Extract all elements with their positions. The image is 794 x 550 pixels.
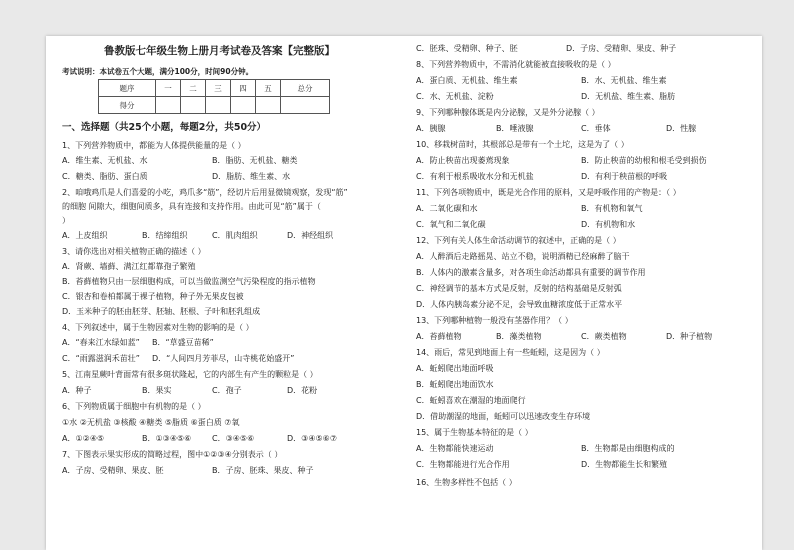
option: A．人醉酒后走路摇晃、站立不稳，说明酒精已经麻醉了脑干 [416,252,630,261]
option: C．生物都能进行光合作用 [416,460,510,469]
question-8: 8、下列营养物质中，不需消化就能被直接吸收的是（ ） [416,60,616,69]
question-10: 10、移栽树苗时，其根部总是带有一个土坨，这是为了（ ） [416,140,629,149]
option: B．蚯蚓爬出地面饮水 [416,380,494,389]
page-title: 鲁教版七年级生物上册月考试卷及答案【完整版】 [104,45,335,57]
option: D．性腺 [666,124,697,133]
option: C．蚯蚓喜欢在潮湿的地面爬行 [416,396,526,405]
exam-page [46,36,762,550]
option: B．人体内的激素含量多，对各项生命活动都具有重要的调节作用 [416,268,646,277]
option: B．有机物和氧气 [581,204,643,213]
score-cell[interactable] [206,97,231,114]
score-cell[interactable] [156,97,181,114]
option: A．二氧化碳和水 [416,204,478,213]
option: D．人体内胰岛素分泌不足，会导致血糖浓度低于正常水平 [416,300,623,309]
option: C．孢子 [212,386,242,395]
option: A．苔藓植物 [416,332,462,341]
score-table [98,79,330,114]
option: D．③④⑤⑥⑦ [287,434,338,443]
score-header-cell: 题序 [99,80,156,97]
question-15: 15、属于生物基本特征的是（ ） [416,428,533,437]
option: B．结缔组织 [142,231,188,240]
option: D．无机盐、维生素、脂肪 [581,92,676,101]
option: C．垂体 [581,124,611,133]
question-9: 9、下列哪种腺体既是内分泌腺，又是外分泌腺（ ） [416,108,600,117]
score-cell[interactable] [231,97,256,114]
score-cell[interactable] [256,97,281,114]
score-cell[interactable] [181,97,206,114]
option: C．有利于根系吸收水分和无机盐 [416,172,534,181]
question-1: 1、下列营养物质中，都能为人体提供能量的是（ ） [62,141,246,150]
question-2-cont: 的细胞 间隙大，细胞间质多，具有连接和支持作用。由此可见“筋”属于（ [62,202,321,211]
option: C．蕨类植物 [581,332,627,341]
question-5: 5、江南星蕨叶背面常有很多斑状隆起，它的内部生有产生的颗粒是（ ） [62,370,318,379]
option: B．“草盛豆苗稀” [152,338,214,347]
question-2: 2、咱哦鸡爪是人们喜爱的小吃，鸡爪多“筋”，经切片后用显微镜观察，发现“筋” [62,188,348,197]
score-header-cell: 一 [156,80,181,97]
score-header-cell: 五 [256,80,281,97]
option: D．有利于秧苗根的呼吸 [581,172,668,181]
question-16: 16、生物多样性不包括（ ） [416,478,517,487]
score-cell[interactable] [281,97,330,114]
option: A．种子 [62,386,92,395]
option: A．蚯蚓爬出地面呼吸 [416,364,494,373]
option: A．“春来江水绿如蓝” [62,338,140,347]
option: B．脂肪、无机盐、糖类 [212,156,298,165]
question-14: 14、雨后，常见到地面上有一些蚯蚓，这是因为（ ） [416,348,605,357]
section-heading: 一、选择题（共25个小题，每题2分，共50分） [62,122,267,133]
option: C．氧气和二氧化碳 [416,220,486,229]
option: C．肌肉组织 [212,231,258,240]
option: B．①③④⑤⑥ [142,434,192,443]
score-row-label: 得分 [99,97,156,114]
option: A．生物都能快速运动 [416,444,494,453]
option: D．借助潮湿的地面，蚯蚓可以迅速改变生存环境 [416,412,591,421]
option: C．银杏和卷柏都属于裸子植物，种子外无果皮包被 [62,292,244,301]
question-6: 6、下列物质属于细胞中有机物的是（ ） [62,402,206,411]
option: D．玉米种子的胚由胚芽、胚轴、胚根、子叶和胚乳组成 [62,307,261,316]
option: D．花粉 [287,386,318,395]
option: A．胰腺 [416,124,446,133]
option: B．果实 [142,386,172,395]
question-12: 12、下列有关人体生命活动调节的叙述中，正确的是（ ） [416,236,621,245]
option: A．防止秧苗出现萎蔫现象 [416,156,510,165]
score-table-header-row [99,80,330,97]
option: B．唾液腺 [496,124,534,133]
question-6-items: ①水 ②无机盐 ③核酸 ④糖类 ⑤脂质 ⑥蛋白质 ⑦氧 [62,418,240,427]
option: C．③④⑤⑥ [212,434,255,443]
option: B．水、无机盐、维生素 [581,76,667,85]
option: C．糖类、脂肪、蛋白质 [62,172,148,181]
question-7: 7、下图表示果实形成的简略过程，图中①②③④分别表示（ ） [62,450,283,459]
option: D．子房、受精卵、果皮、种子 [566,44,677,53]
question-3: 3、请你选出对相关植物正确的描述（ ） [62,247,206,256]
option: A．上皮组织 [62,231,108,240]
option: A．肾蕨、墙藓、满江红都靠孢子繁殖 [62,262,196,271]
option: B．子房、胚珠、果皮、种子 [212,466,314,475]
option: D．有机物和水 [581,220,636,229]
option: C．水、无机盐、淀粉 [416,92,494,101]
option: D．神经组织 [287,231,334,240]
question-4: 4、下列叙述中，属于生物因素对生物的影响的是（ ） [62,323,254,332]
option: D．种子植物 [666,332,713,341]
score-header-cell: 四 [231,80,256,97]
option: D．“人间四月芳菲尽，山寺桃花始盛开” [152,354,295,363]
option: D．脂肪、维生素、水 [212,172,291,181]
score-header-cell: 总分 [281,80,330,97]
option: A．①②④⑤ [62,434,105,443]
score-header-cell: 二 [181,80,206,97]
option: A．蛋白质、无机盐、维生素 [416,76,518,85]
option: A．维生素、无机盐、水 [62,156,148,165]
score-header-cell: 三 [206,80,231,97]
option: A．子房、受精卵、果皮、胚 [62,466,164,475]
exam-notice: 考试说明：本试卷五个大题，满分100分，时间90分钟。 [62,67,254,76]
question-2-cont: ） [62,216,70,225]
option: B．藻类植物 [496,332,542,341]
option: B．苔藓植物只由一层细胞构成，可以当做监测空气污染程度的指示植物 [62,277,316,286]
question-11: 11、下列各项物质中，既是光合作用的原料，又是呼吸作用的产物是：（ ） [416,188,681,197]
option: B．生物都是由细胞构成的 [581,444,675,453]
option: B．防止秧苗的幼根和根毛受到损伤 [581,156,707,165]
score-table-row [99,97,330,114]
option: C．神经调节的基本方式是反射，反射的结构基础是反射弧 [416,284,622,293]
option: D．生物都能生长和繁殖 [581,460,668,469]
option: C．胚珠、受精卵、种子、胚 [416,44,518,53]
question-13: 13、下列哪种植物一般没有茎器作用？（ ） [416,316,573,325]
option: C．“雨露滋润禾苗壮” [62,354,140,363]
